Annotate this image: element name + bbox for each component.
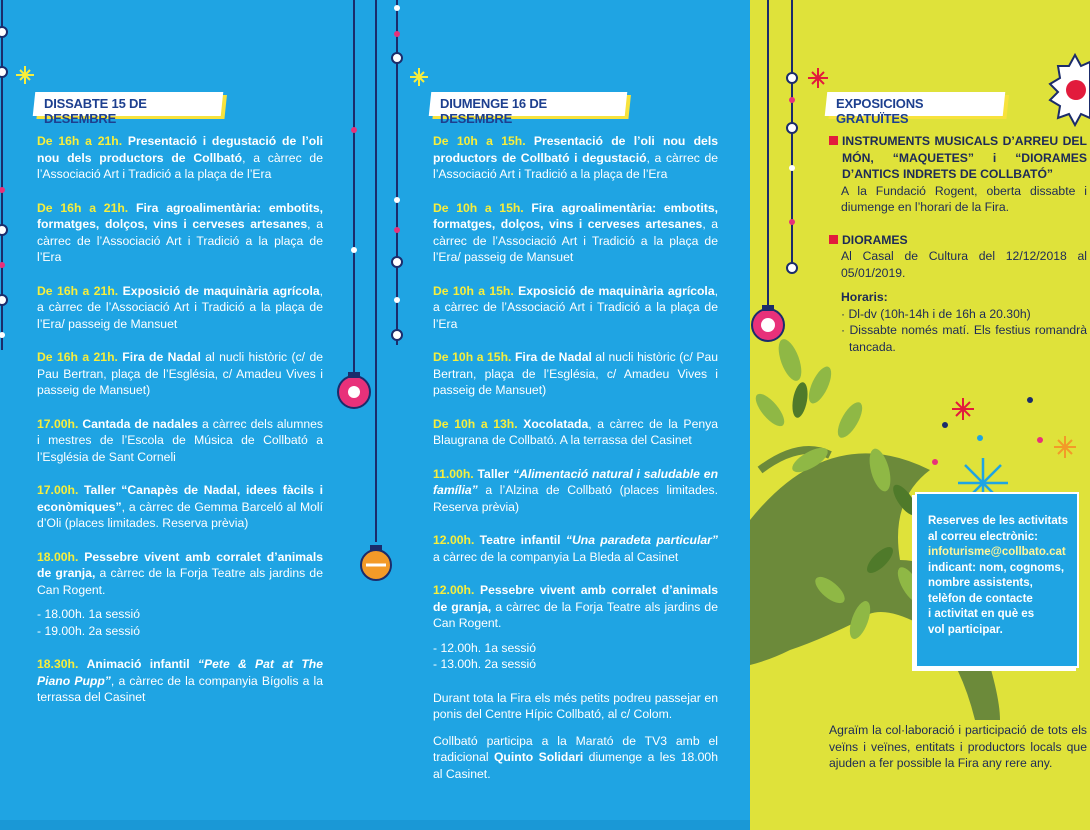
schedule-item: 18.30h. Animació infantil “Pete & Pat at The Piano Pupp”, a càrrec de la companyia Bígolis a la terrassa del Casinet xyxy=(37,657,323,704)
schedule-item: De 16h a 21h. Exposició de maquinària agrícola, a càrrec de l’Associació Art i Tradició a la plaça de l’Era/ passeig de Mansuet xyxy=(37,283,324,331)
sparkle-orange-icon xyxy=(1054,436,1076,458)
session-line: - 19.00h. 2a sessió xyxy=(37,623,140,638)
schedule-item: De 10h a 15h. Fira de Nadal al nucli històric (c/ Pau Bertran, plaça de l’Església, c/ Amadeu Vives i passeig de Mansuet) xyxy=(433,350,719,397)
reservation-line: nombre assistents, xyxy=(928,577,1033,589)
schedule-item: 17.00h. Cantada de nadales a càrrec dels alumnes i mestres de l’Escola de Música de Collbató a l’Església de Sant Corneli xyxy=(37,416,323,464)
saturday-schedule xyxy=(37,133,323,723)
hours-line: · Dissabte només matí. Els festius romandrà tancada. xyxy=(841,323,1087,354)
schedule-item: 18.00h. Pessebre vivent amb corralet d’animals de granja, a càrrec de la Forja Teatre als jardins de Can Rogent. xyxy=(37,549,324,597)
session-line: - 12.00h. 1a sessió xyxy=(433,640,536,655)
reservation-line: Reserves de les activitats xyxy=(928,515,1069,527)
schedule-item: De 10h a 13h. Xocolatada, a càrrec de la Penya Blaugrana de Collbató. A la terrassa del Casinet xyxy=(433,416,718,447)
reservation-box xyxy=(915,492,1079,668)
starburst-badge-icon xyxy=(1050,55,1090,125)
reservation-email-link[interactable]: infoturisme@collbato.cat xyxy=(928,546,1066,558)
schedule-item: De 16h a 21h. Presentació i degustació de l’oli nou dels productors de Collbató, a càrrec de l’Associació Art i Tradició a la plaça de l’Era xyxy=(37,134,323,181)
ponies-note: Durant tota la Fira els més petits podreu passejar en ponis del Centre Hípic Collbató, al c/ Colom. xyxy=(433,690,718,721)
hours-block xyxy=(841,289,1087,355)
garland-left-icon xyxy=(0,0,7,350)
schedule-item: 17.00h. Taller “Canapès de Nadal, idees fàcils i econòmiques”, a càrrec de Gemma Barceló al Molí d’Oli (places limitades. Reserva prèvia) xyxy=(37,483,323,530)
marato-note: Collbató participa a la Marató de TV3 amb el tradicional Quinto Solidari diumenge a les 18.00h al Casinet. xyxy=(433,733,718,781)
session-line: - 13.00h. 2a sessió xyxy=(433,657,536,671)
sunday-heading: DIUMENGE 16 DE DESEMBRE xyxy=(430,92,626,116)
sunday-schedule xyxy=(433,133,718,799)
schedule-item: 12.00h. Teatre infantil “Una paradeta particular” a càrrec de la companyia La Bleda al Casinet xyxy=(433,533,718,564)
exhibition-title: DIORAMES xyxy=(829,232,1087,249)
hours-line: · Dl-dv (10h-14h i de 16h a 20.30h) xyxy=(841,306,1031,321)
reservation-line: vol participar. xyxy=(928,623,1003,636)
red-square-icon xyxy=(829,136,838,145)
schedule-item: De 10h a 15h. Fira agroalimentària: embotits, formatges, dolços, vins i cerveses artesanes, a càrrec de l’Associació Art i Tradició a la plaça de l’Era/ passeig de Mansuet xyxy=(433,200,719,264)
exhibition-text: A la Fundació Rogent, oberta dissabte i diumenge en l’horari de la Fira. xyxy=(841,183,1087,214)
schedule-item: De 10h a 15h. Exposició de maquinària agrícola, a càrrec de l’Associació Art i Tradició a la plaça de l’Era xyxy=(433,283,718,331)
hours-label: Horaris: xyxy=(841,290,888,304)
exhibition-title: INSTRUMENTS MUSICALS D’ARREU DEL MÓN, “MAQUETES” i “DIORAMES D’ANTICS INDRETS DE COLLBATÓ” xyxy=(829,133,1087,183)
red-square-icon xyxy=(829,235,838,244)
schedule-item: De 10h a 15h. Presentació de l’oli nou dels productors de Collbató i degustació, a càrrec de l’Associació Art i Tradició a la plaça de l’Era xyxy=(433,134,718,181)
ornament-orange-icon xyxy=(361,0,391,580)
garland-right-icon xyxy=(752,0,797,341)
schedule-item: De 16h a 21h. Fira agroalimentària: embotits, formatges, dolços, vins i cerveses artesanes, a càrrec de l’Associació Art i Tradició a la plaça de l’Era xyxy=(37,200,324,264)
thanks-text: Agraïm la col·laboració i participació de tots els veïns i veïnes, entitats i productors locals que ajuden a fer possible la Fira any rere any. xyxy=(829,723,1087,770)
session-line: - 18.00h. 1a sessió xyxy=(37,607,140,621)
sparkle-icon xyxy=(16,66,428,86)
reservation-line: al correu electrònic: xyxy=(928,530,1038,543)
reservation-line: indicant: nom, cognoms, xyxy=(928,561,1065,574)
exhibitions-section xyxy=(829,133,1087,355)
exhibitions-heading: EXPOSICIONS GRATUÏTES xyxy=(826,92,1004,116)
saturday-heading: DISSABTE 15 DE DESEMBRE xyxy=(34,92,222,116)
schedule-item: De 16h a 21h. Fira de Nadal al nucli històric (c/ de Pau Bertran, plaça de l’Església, c/ Amadeu Vives i passeig de Mansuet) xyxy=(37,350,323,397)
exhibition-text: Al Casal de Cultura del 12/12/2018 al 05/01/2019. xyxy=(841,249,1087,280)
reservation-line: telèfon de contacte xyxy=(928,592,1033,605)
garland-middle-icon xyxy=(392,0,402,345)
reservation-line: i activitat en què es xyxy=(928,608,1035,620)
ornament-pink-icon xyxy=(338,0,370,408)
schedule-item: 12.00h. Pessebre vivent amb corralet d’animals de granja, a càrrec de la Forja Teatre als jardins de Can Rogent. xyxy=(433,583,718,630)
schedule-item: 11.00h. Taller “Alimentació natural i saludable en família” a l’Alzina de Collbató (places limitades. Reserva prèvia) xyxy=(433,466,719,514)
